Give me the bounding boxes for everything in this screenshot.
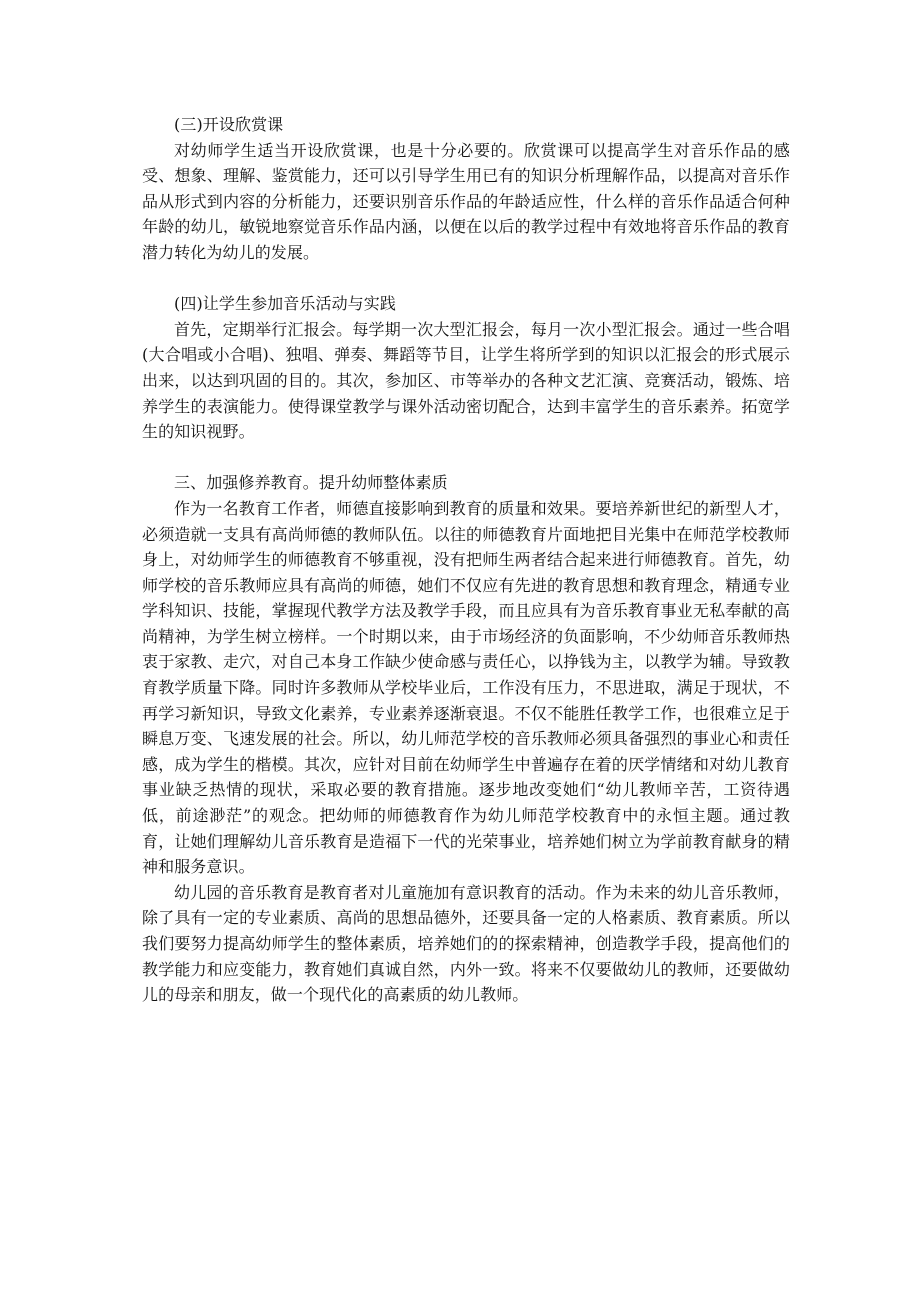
section-spacer — [142, 445, 790, 471]
body-paragraph: 对幼师学生适当开设欣赏课，也是十分必要的。欣赏课可以提高学生对音乐作品的感受、想象、理解、鉴赏能力，还可以引导学生用已有的知识分析理解作品，以提高对音乐作品从形式到内容的分析能力，还要识别音乐作品的年龄适应性，什么样的音乐作品适合何种年龄的幼儿，敏锐地察觉音乐作品内涵，以便在以后的教学过程中有效地将音乐作品的教育潜力转化为幼儿的发展。 — [142, 140, 790, 262]
body-paragraph: 首先，定期举行汇报会。每学期一次大型汇报会，每月一次小型汇报会。通过一些合唱(大合唱或小合唱)、独唱、弹奏、舞蹈等节目，让学生将所学到的知识以汇报会的形式展示出来，以达到巩固的目的。其次，参加区、市等举办的各种文艺汇演、竞赛活动，锻炼、培养学生的表演能力。使得课堂教学与课外活动密切配合，达到丰富学生的音乐素养。拓宽学生的知识视野。 — [142, 319, 790, 442]
body-paragraph: 作为一名教育工作者，师德直接影响到教育的质量和效果。要培养新世纪的新型人才，必须造就一支具有高尚师德的教师队伍。以往的师德教育片面地把目光集中在师范学校教师身上，对幼师学生的师德教育不够重视，没有把师生两者结合起来进行师德教育。首先，幼师学校的音乐教师应具有高尚的师德，她们不仅应有先进的教育思想和教育理念，精通专业学科知识、技能，掌握现代教学方法及教学手段，而且应具有为音乐教育事业无私奉献的高尚精神，为学生树立榜样。一个时期以来，由于市场经济的负面影响，不少幼师音乐教师热衷于家教、走穴，对自己本身工作缺少使命感与责任心，以挣钱为主，以教学为辅。导致教育教学质量下降。同时许多教师从学校毕业后，工作没有压力，不思进取，满足于现状，不再学习新知识，导致文化素养，专业素养逐渐衰退。不仅不能胜任教学工作，也很难立足于瞬息万变、飞速发展的社会。所以，幼儿师范学校的音乐教师必须具备强烈的事业心和责任感，成为学生的楷模。其次，应针对目前在幼师学生中普遍存在着的厌学情绪和对幼儿教育事业缺乏热情的现状，采取必要的教育措施。逐步地改变她们“幼儿教师辛苦，工资待遇低，前途渺茫”的观念。把幼师的师德教育作为幼儿师范学校教育中的永恒主题。通过教育，让她们理解幼儿音乐教育是造福下一代的光荣事业，培养她们树立为学前教育献身的精神和服务意识。 — [142, 498, 790, 877]
section-music-activities — [142, 291, 790, 445]
body-paragraph: 幼儿园的音乐教育是教育者对儿童施加有意识教育的活动。作为未来的幼儿音乐教师，除了具有一定的专业素质、高尚的思想品德外，还要具备一定的人格素质、教育素质。所以我们要努力提高幼师学生的整体素质，培养她们的的探索精神，创造教学手段，提高他们的教学能力和应变能力，教育她们真诚自然，内外一致。将来不仅要做幼儿的教师，还要做幼儿的母亲和朋友，做一个现代化的高素质的幼儿教师。 — [142, 882, 790, 1005]
section-cultivation-education — [142, 470, 790, 1007]
document-body — [142, 112, 790, 1008]
section-appreciation-course — [142, 112, 790, 266]
section-heading: (三)开设欣赏课 — [174, 115, 284, 134]
section-heading: (四)让学生参加音乐活动与实践 — [174, 294, 396, 314]
section-spacer — [142, 266, 790, 292]
section-heading: 三、加强修养教育。提升幼师整体素质 — [174, 473, 448, 493]
